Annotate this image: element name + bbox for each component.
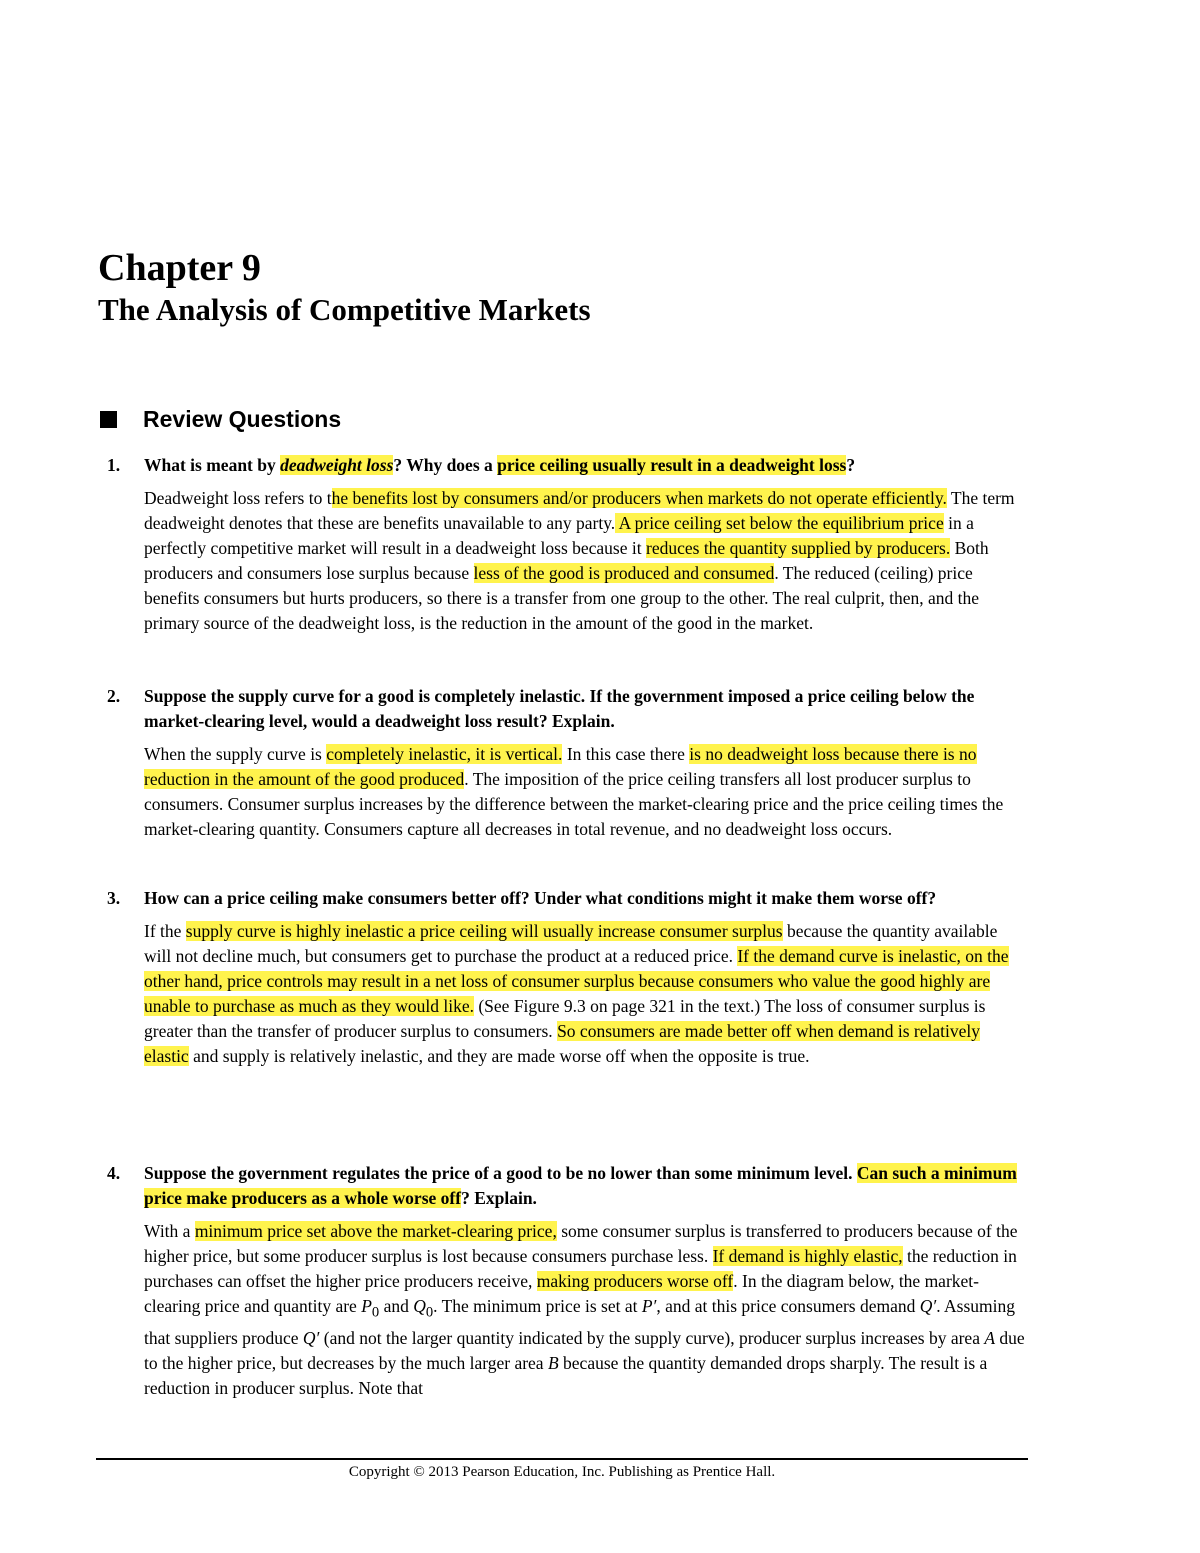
question-number: 1. [107, 455, 121, 475]
footer-divider [96, 1458, 1028, 1460]
section-heading [100, 402, 341, 436]
answer-text: When the supply curve is completely inelastic, it is vertical. In this case there is no deadweight loss because there is no reduction in the amount of the good produced. The imposition of the price ceiling transfers all lost producer surplus to consumers. Consumer surplus increases by the difference between the market-clearing price and the price ceiling times the market-clearing quantity. Consumers capture all decreases in total revenue, and no deadweight loss occurs. [144, 744, 1004, 839]
chapter-number: Chapter 9 [98, 247, 261, 289]
question-text: What is meant by deadweight loss? Why does a price ceiling usually result in a deadweight loss? [144, 455, 856, 475]
question-number: 2. [107, 686, 121, 706]
question-text: Suppose the government regulates the price of a good to be no lower than some minimum level. Can such a minimum price make producers as a whole worse off? Explain. [144, 1163, 1017, 1208]
answer-text: If the supply curve is highly inelastic a price ceiling will usually increase consumer surplus because the quantity available will not decline much, but consumers get to purchase the product at a reduced price. If the demand curve is inelastic, on the other hand, price controls may result in a net loss of consumer surplus because consumers who value the good highly are unable to purchase as much as they would like. (See Figure 9.3 on page 321 in the text.) The loss of consumer surplus is greater than the transfer of producer surplus to consumers. So consumers are made better off when demand is relatively elastic and supply is relatively inelastic, and they are made worse off when the opposite is true. [144, 921, 1009, 1066]
question-text: Suppose the supply curve for a good is completely inelastic. If the government imposed a price ceiling below the market-clearing level, would a deadweight loss result? Explain. [144, 686, 975, 731]
section-label: Review Questions [143, 405, 342, 432]
answer-text: With a minimum price set above the market-clearing price, some consumer surplus is transferred to producers because of the higher price, but some producer surplus is lost because consumers purchase less. If demand is highly elastic, the reduction in purchases can offset the higher price producers receive, making producers worse off. In the diagram below, the market-clearing price and quantity are $P_0$ and $Q_0$. The minimum price is set at P′, and at this price consumers demand Q′. Assuming that suppliers produce Q′ (and not the larger quantity indicated by the supply curve), producer surplus increases by area A due to the higher price, but decreases by the much larger area B because the quantity demanded drops sharply. The result is a reduction in producer surplus. Note that [144, 1221, 1025, 1398]
question-4 [107, 1161, 1027, 1401]
answer-text: Deadweight loss refers to the benefits lost by consumers and/or producers when markets do not operate efficiently. The term deadweight denotes that these are benefits unavailable to any party. A price ceiling set below the equilibrium price in a perfectly competitive market will result in a deadweight loss because it reduces the quantity supplied by producers. Both producers and consumers lose surplus because less of the good is produced and consumed. The reduced (ceiling) price benefits consumers but hurts producers, so there is a transfer from one group to the other. The real culprit, then, and the primary source of the deadweight loss, is the reduction in the amount of the good in the market. [144, 488, 1015, 633]
chapter-title: The Analysis of Competitive Markets [98, 292, 591, 327]
question-1 [107, 453, 1027, 636]
question-number: 3. [107, 888, 121, 908]
footer-copyright: Copyright © 2013 Pearson Education, Inc. Publishing as Prentice Hall. [348, 1464, 776, 1480]
question-number: 4. [107, 1163, 121, 1183]
question-2 [107, 684, 1027, 842]
question-text: How can a price ceiling make consumers better off? Under what conditions might it make them worse off? [144, 888, 937, 908]
square-bullet-icon [100, 411, 117, 428]
question-3 [107, 886, 1027, 1069]
